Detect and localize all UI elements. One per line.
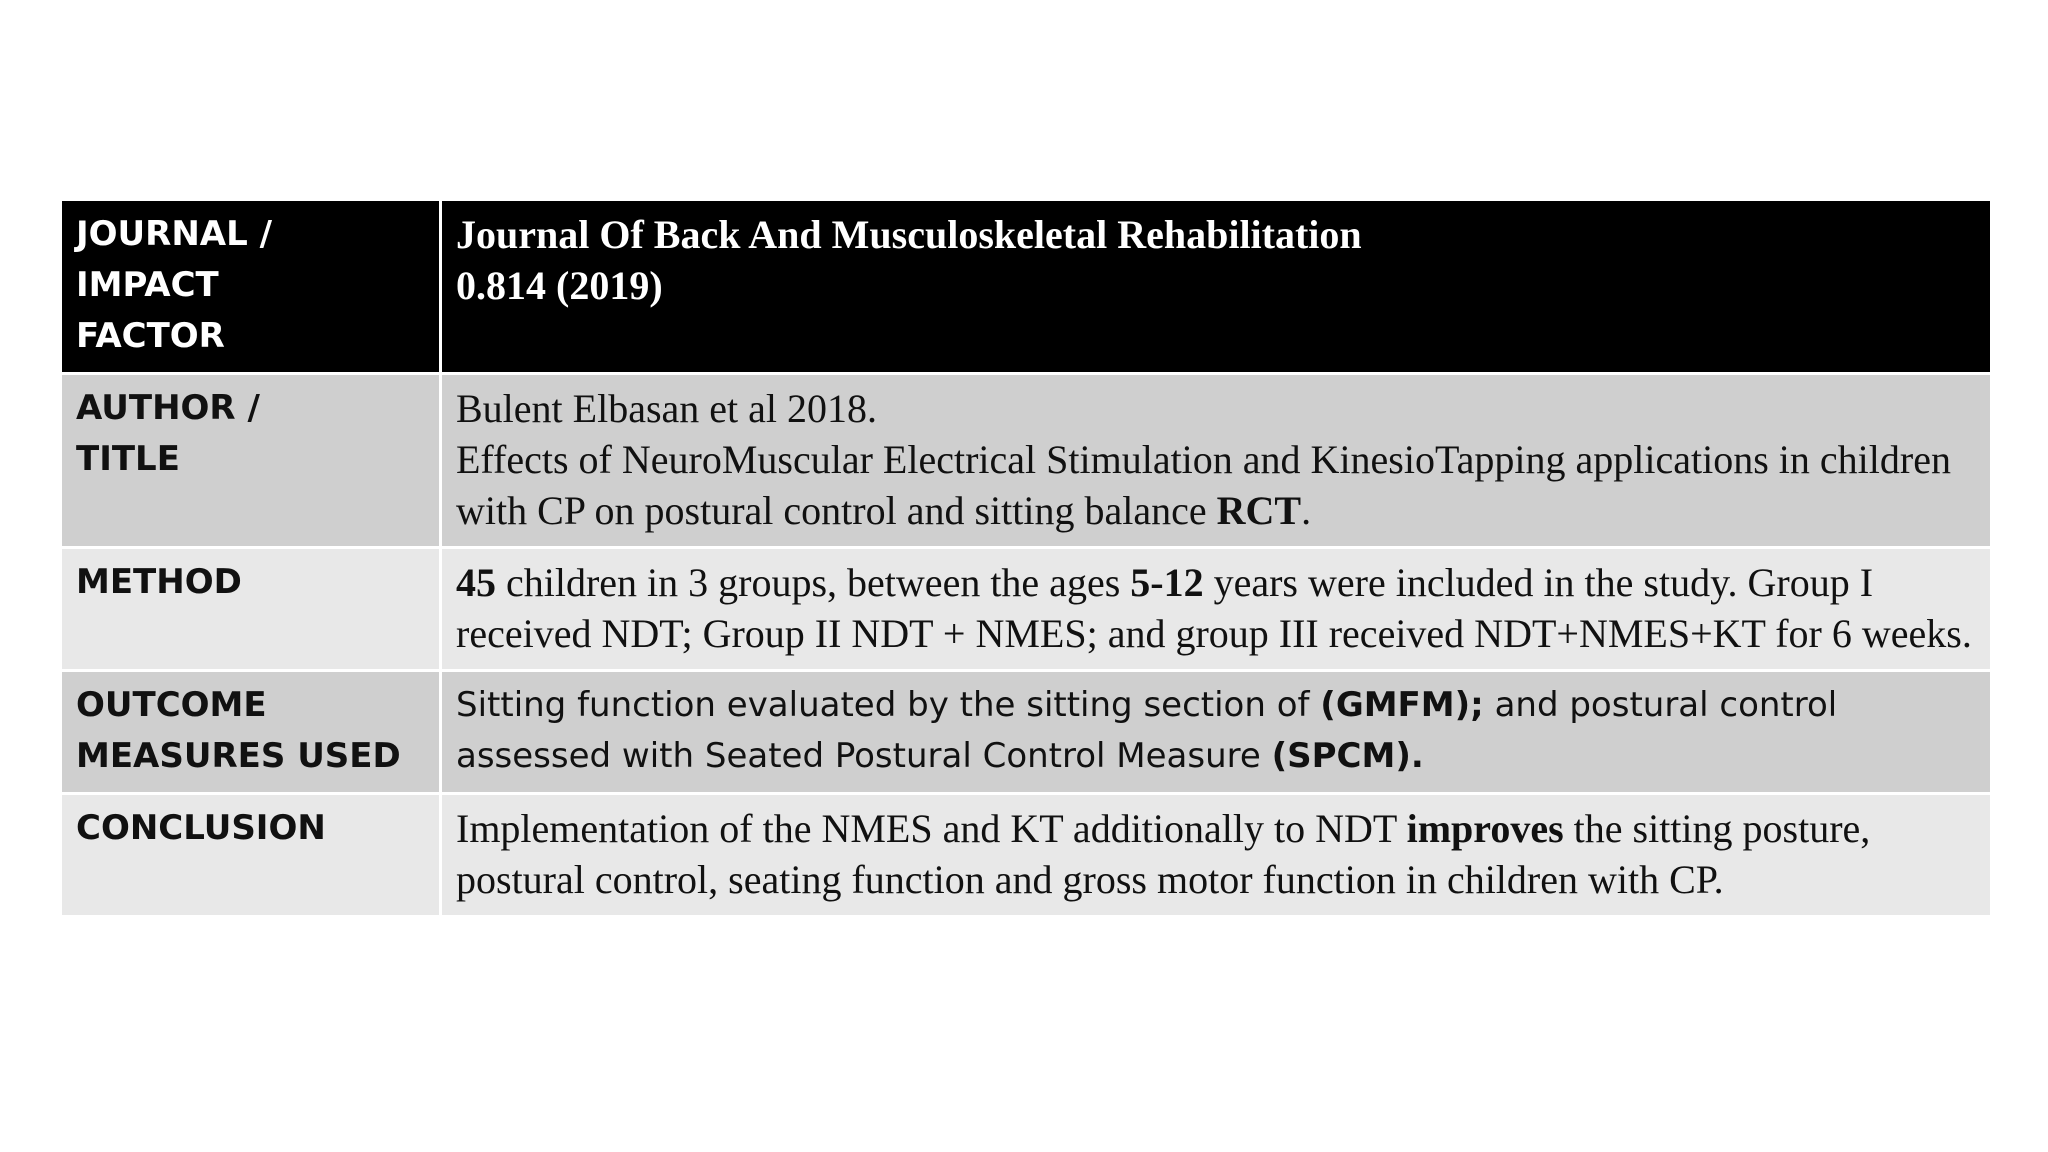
- journal-name: Journal Of Back And Musculoskeletal Rehabilitation: [456, 212, 1362, 257]
- author-line: Bulent Elbasan et al 2018.: [456, 386, 878, 431]
- author-info: [441, 374, 1992, 548]
- row-label-outcome: OUTCOME MEASURES USED: [61, 671, 441, 794]
- journal-info: [441, 200, 1992, 374]
- row-label-author: AUTHOR / TITLE: [61, 374, 441, 548]
- table-row-conclusion: [61, 794, 1992, 917]
- outcome-text-2: and postural control assessed with Seated Postural Control Measure: [456, 685, 1838, 776]
- table-row-journal: [61, 200, 1992, 374]
- method-text: [441, 548, 1992, 671]
- row-label-method: METHOD: [61, 548, 441, 671]
- table-row-outcome: [61, 671, 1992, 794]
- conclusion-text-1: Implementation of the NMES and KT additionally to NDT: [456, 806, 1407, 851]
- summary-table: [59, 198, 1993, 918]
- conclusion-text-2: the sitting posture, postural control, seating function and gross motor function in children with CP.: [456, 806, 1871, 902]
- method-text-2: years were included in the study. Group I received NDT; Group II NDT + NMES; and group III received NDT+NMES+KT for 6 weeks.: [456, 560, 1972, 656]
- conclusion-keyword: improves: [1406, 806, 1564, 851]
- impact-factor: 0.814 (2019): [456, 263, 663, 308]
- study-title-text: Effects of NeuroMuscular Electrical Stimulation and KinesioTapping applications in children with CP on postural control and sitting balance: [456, 437, 1951, 533]
- table-row-author: [61, 374, 1992, 548]
- outcome-measure-spcm: (SPCM).: [1271, 736, 1424, 776]
- study-title: [456, 434, 1976, 536]
- method-text-1: children in 3 groups, between the ages: [496, 560, 1131, 605]
- table-row-method: [61, 548, 1992, 671]
- conclusion-text: [441, 794, 1992, 917]
- row-label-conclusion: CONCLUSION: [61, 794, 441, 917]
- study-design: RCT: [1216, 488, 1302, 533]
- study-title-end: .: [1301, 488, 1312, 533]
- outcome-text-1: Sitting function evaluated by the sitting section of: [456, 685, 1321, 725]
- outcome-measure-gmfm: (GMFM);: [1320, 685, 1484, 725]
- outcome-text: [441, 671, 1992, 794]
- age-range: 5-12: [1130, 560, 1204, 605]
- row-label-journal: JOURNAL / IMPACT FACTOR: [61, 200, 441, 374]
- participant-count: 45: [456, 560, 496, 605]
